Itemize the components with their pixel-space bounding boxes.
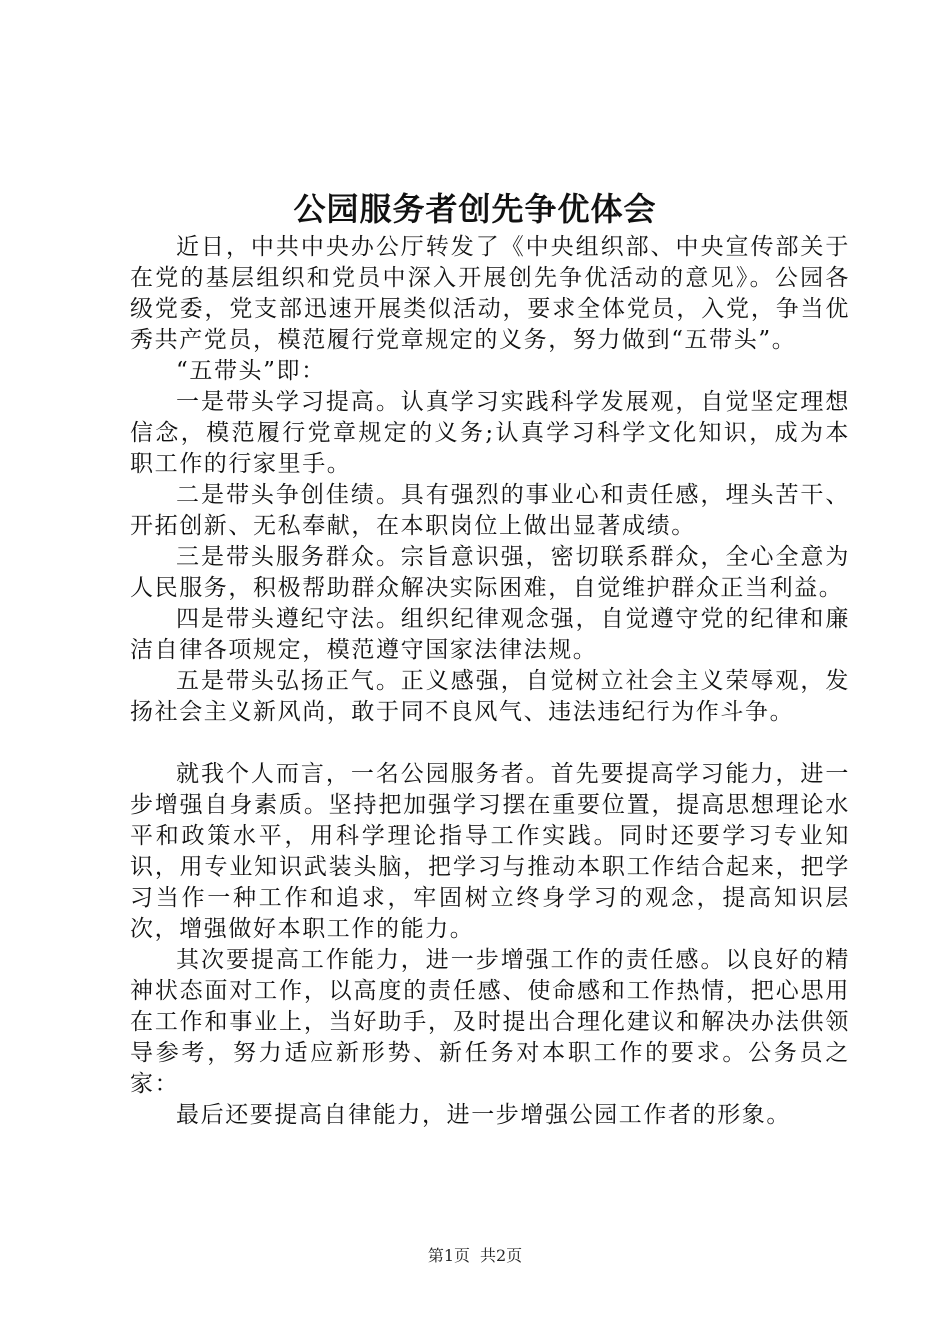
paragraph-personal-first: 就我个人而言，一名公园服务者。首先要提高学习能力，进一步增强自身素质。坚持把加强学习摆在重要位置，提高思想理论水平和政策水平，用科学理论指导工作实践。同时还要学习专业知识，用专业知识武装头脑，把学习与推动本职工作结合起来，把学习当作一种工作和追求，牢固树立终身学习的观念，提高知识层次，增强做好本职工作的能力。 (130, 761, 850, 942)
paragraph-lead-1: 一是带头学习提高。认真学习实践科学发展观，自觉坚定理想信念，模范履行党章规定的义务;认真学习科学文化知识，成为本职工作的行家里手。 (130, 389, 850, 477)
document-title: 公园服务者创先争优体会 (293, 190, 657, 228)
document-body (130, 232, 850, 1131)
page-number: 第1页 (427, 1246, 470, 1265)
paragraph-personal-last: 最后还要提高自律能力，进一步增强公园工作者的形象。 (176, 1102, 791, 1128)
paragraph-lead-4: 四是带头遵纪守法。组织纪律观念强，自觉遵守党的纪律和廉洁自律各项规定，模范遵守国家法律法规。 (130, 606, 850, 663)
paragraph-intro: 近日，中共中央办公厅转发了《中央组织部、中央宣传部关于在党的基层组织和党员中深入开展创先争优活动的意见》。公园各级党委，党支部迅速开展类似活动，要求全体党员，入党，争当优秀共产党员，模范履行党章规定的义务，努力做到“五带头”。 (130, 234, 850, 353)
paragraph-lead-5: 五是带头弘扬正气。正义感强，自觉树立社会主义荣辱观，发扬社会主义新风尚，敢于同不良风气、违法违纪行为作斗争。 (130, 668, 850, 725)
paragraph-personal-second: 其次要提高工作能力，进一步增强工作的责任感。以良好的精神状态面对工作，以高度的责任感、使命感和工作热情，把心思用在工作和事业上，当好助手，及时提出合理化建议和解决办法供领导参考，努力适应新形势、新任务对本职工作的要求。公务员之家： (130, 947, 850, 1097)
paragraph-lead-2: 二是带头争创佳绩。具有强烈的事业心和责任感，埋头苦干、开拓创新、无私奉献，在本职岗位上做出显著成绩。 (130, 482, 850, 539)
page-footer (0, 1244, 950, 1268)
page-total: 共2页 (480, 1246, 523, 1265)
paragraph-spacer (130, 728, 850, 759)
paragraph-lead-3: 三是带头服务群众。宗旨意识强，密切联系群众，全心全意为人民服务，积极帮助群众解决实际困难，自觉维护群众正当利益。 (130, 544, 850, 601)
paragraph-five-leads-heading: “五带头”即： (176, 358, 326, 384)
